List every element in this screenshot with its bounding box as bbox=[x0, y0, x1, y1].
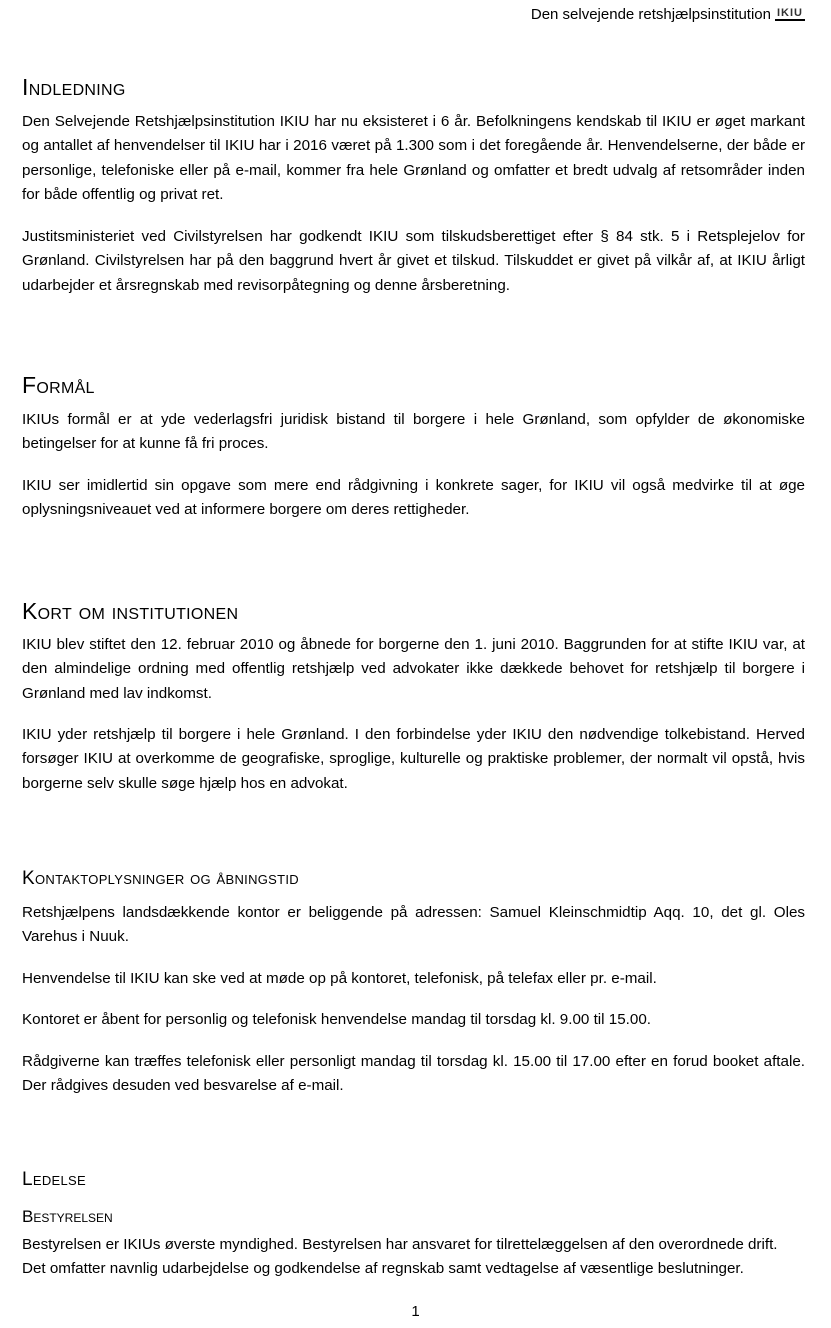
heading-formaal: Formål bbox=[22, 372, 95, 398]
paragraph-kontakt-3: Kontoret er åbent for personlig og telefonisk henvendelse mandag til torsdag kl. 9.00 til 15.00. bbox=[22, 1011, 651, 1028]
heading-kort-om-institutionen: Kort om institutionen bbox=[22, 598, 239, 624]
paragraph-kort-1: IKIU blev stiftet den 12. februar 2010 og åbnede for borgerne den 1. juni 2010. Baggrunden for at stifte IKIU var, at den almindelige ordning med offentlig retshjælp ved advokater ikke dækkede behovet for retshjælp til borgere i Grønland med lav indkomst. bbox=[22, 636, 805, 702]
paragraph-formaal-2: IKIU ser imidlertid sin opgave som mere end rådgivning i konkrete sager, for IKIU vil også medvirke til at øge oplysningsniveauet ved at informere borgere om deres rettigheder. bbox=[22, 477, 805, 519]
page-header bbox=[531, 6, 805, 23]
paragraph-bestyrelsen-1: Bestyrelsen er IKIUs øverste myndighed. Bestyrelsen har ansvaret for tilrettelæggelsen af den overordnede drift. Det omfatter navnlig udarbejdelse og godkendelse af regnskab samt vedtagelse af væsentlige beslutninger. bbox=[22, 1236, 778, 1278]
ikiu-logo: IKIU bbox=[777, 7, 803, 19]
heading-kontakt: Kontaktoplysninger og åbningstid bbox=[22, 868, 299, 889]
paragraph-kontakt-1: Retshjælpens landsdækkende kontor er beliggende på adressen: Samuel Kleinschmidtip Aqq. 10, det gl. Oles Varehus i Nuuk. bbox=[22, 904, 805, 946]
subheading-bestyrelsen: Bestyrelsen bbox=[22, 1207, 113, 1226]
paragraph-kontakt-2: Henvendelse til IKIU kan ske ved at møde op på kontoret, telefonisk, på telefax eller pr. e-mail. bbox=[22, 970, 657, 987]
page-number: 1 bbox=[411, 1303, 420, 1320]
heading-ledelse: Ledelse bbox=[22, 1169, 86, 1190]
paragraph-kort-2: IKIU yder retshjælp til borgere i hele Grønland. I den forbindelse yder IKIU den nødvendige tolkebistand. Herved forsøger IKIU at overkomme de geografiske, sproglige, kulturelle og praktiske problemer, der normalt vil opstå, hvis borgerne selv skulle søge hjælp hos en advokat. bbox=[22, 726, 805, 792]
heading-indledning: Indledning bbox=[22, 74, 126, 100]
paragraph-formaal-1: IKIUs formål er at yde vederlagsfri juridisk bistand til borgere i hele Grønland, som opfylder de økonomiske betingelser for at kunne få fri proces. bbox=[22, 411, 805, 453]
header-text: Den selvejende retshjælpsinstitution bbox=[530, 6, 771, 23]
paragraph-kontakt-4: Rådgiverne kan træffes telefonisk eller personligt mandag til torsdag kl. 15.00 til 17.00 efter en forud booket aftale. Der rådgives desuden ved besvarelse af e-mail. bbox=[22, 1053, 805, 1095]
paragraph-indledning-2: Justitsministeriet ved Civilstyrelsen har godkendt IKIU som tilskudsberettiget efter § 84 stk. 5 i Retsplejelov for Grønland. Civilstyrelsen har på den baggrund hvert år givet et tilskud. Tilskuddet er givet på vilkår af, at IKIU årligt udarbejder et årsregnskab med revisorpåtegning og denne årsberetning. bbox=[22, 228, 805, 294]
paragraph-indledning-1: Den Selvejende Retshjælpsinstitution IKIU har nu eksisteret i 6 år. Befolkningens kendskab til IKIU er øget markant og antallet af henvendelser til IKIU har i 2016 været på 1.300 som i det foregående år. Henvendelserne, der både er personlige, telefoniske eller på e-mail, kommer fra hele Grønland og omfatter et bredt udvalg af retsområder inden for både offentlig og privat ret. bbox=[22, 113, 805, 204]
